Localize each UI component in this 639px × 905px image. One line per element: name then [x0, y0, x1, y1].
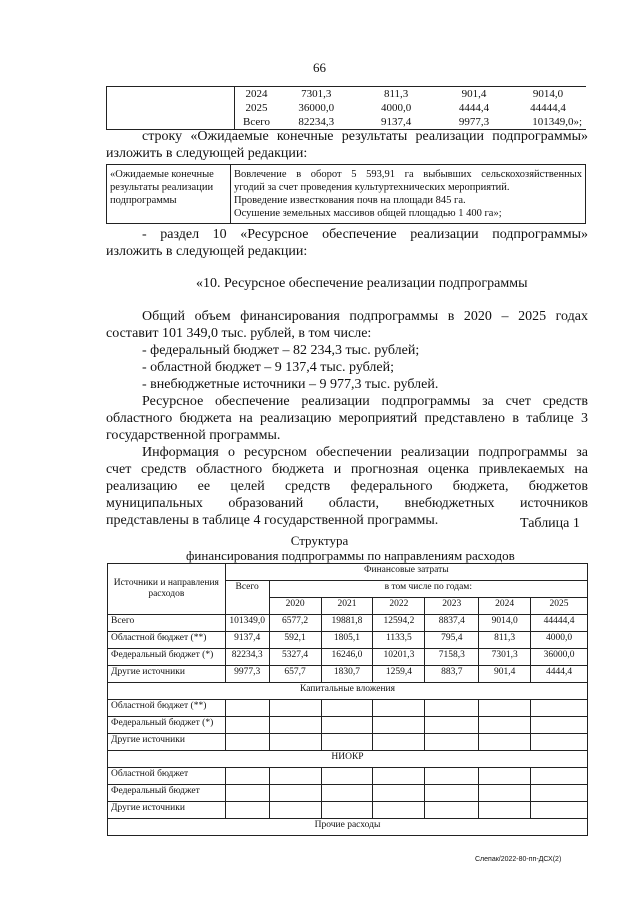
paragraph-line: Ресурсное обеспечение реализации подпрограммы за счет средств — [142, 394, 588, 409]
table-title: Структура — [290, 533, 349, 548]
box-right-cell: Вовлечение в оборот 5 593,91 га выбывших сельскохозяйственных угодий за счет проведения культуртехнических мероприятий. Проведение известкования почв на площади 845 га. Осушение земельных массивов общей площадью 1 400 га»; — [231, 165, 586, 224]
table-row: Другие источники — [108, 734, 588, 751]
header-sources: Источники и направления расходов — [108, 564, 226, 615]
table-row: 2024 7301,3 811,3 901,4 9014,0 — [107, 87, 587, 102]
table-row: Всего 101349,0 6577,2 19881,8 12594,2 8837,4 9014,0 44444,4 — [108, 615, 588, 632]
paragraph-line: изложить в следующей редакции: — [106, 244, 308, 259]
continuation-table — [106, 86, 586, 130]
financing-structure-table — [107, 563, 588, 836]
table-row: Областной бюджет (**) — [108, 700, 588, 717]
table-row: Областной бюджет — [108, 768, 588, 785]
box-left-cell: «Ожидаемые конечные результаты реализации подпрограммы — [107, 165, 231, 224]
paragraph-line: представлены в таблице 4 государственной программы. — [106, 513, 439, 528]
header-total: Всего — [225, 581, 269, 615]
paragraph-line: - раздел 10 «Ресурсное обеспечение реализации подпрограммы» — [142, 227, 588, 242]
paragraph-line: счет средств областного бюджета и прогнозная оценка привлекаемых на — [106, 462, 588, 477]
table-label: Таблица 1 — [520, 516, 580, 531]
paragraph-line: строку «Ожидаемые конечные результаты реализации подпрограммы» — [142, 129, 588, 144]
table-row: Другие источники — [108, 802, 588, 819]
paragraph-line: Информация о ресурсном обеспечении реализации подпрограммы за — [142, 445, 588, 460]
page-number: 66 — [313, 60, 326, 75]
paragraph-line: составит 101 349,0 тыс. рублей, в том числе: — [106, 326, 372, 341]
section-row: Капитальные вложения — [108, 683, 588, 700]
table-row: Другие источники 9977,3 657,7 1830,7 1259,4 883,7 901,4 4444,4 — [108, 666, 588, 683]
section-row: Прочие расходы — [108, 819, 588, 836]
header-year: 2025 — [531, 598, 588, 615]
table-row: 2025 36000,0 4000,0 4444,4 44444,4 — [107, 101, 587, 115]
header-year: 2023 — [425, 598, 479, 615]
header-including: в том числе по годам: — [269, 581, 587, 598]
section-heading: «10. Ресурсное обеспечение реализации подпрограммы — [196, 276, 528, 291]
table-subtitle: финансирования подпрограммы по направлениям расходов — [186, 548, 515, 563]
table-row: Федеральный бюджет (*) 82234,3 5327,4 16246,0 10201,3 7158,3 7301,3 36000,0 — [108, 649, 588, 666]
paragraph-line: Общий объем финансирования подпрограммы в 2020 – 2025 годах — [142, 309, 588, 324]
paragraph-line: государственной программы. — [106, 428, 281, 443]
footer-reference: Слепак/2022-80-пп-ДСХ(2) — [475, 856, 562, 863]
list-item: - федеральный бюджет – 82 234,3 тыс. рублей; — [142, 343, 420, 358]
header-year: 2022 — [373, 598, 425, 615]
list-item: - областной бюджет – 9 137,4 тыс. рублей; — [142, 360, 394, 375]
header-year: 2021 — [321, 598, 373, 615]
paragraph-line: реализацию ее целей средств федерального бюджета, бюджетов — [106, 479, 588, 494]
paragraph-line: изложить в следующей редакции: — [106, 146, 308, 161]
table-row: Областной бюджет (**) 9137,4 592,1 1805,1 1133,5 795,4 811,3 4000,0 — [108, 632, 588, 649]
header-year: 2024 — [479, 598, 531, 615]
paragraph-line: муниципальных образований области, внебюджетных источников — [106, 496, 588, 511]
list-item: - внебюджетные источники – 9 977,3 тыс. рублей. — [142, 377, 439, 392]
header-costs: Финансовые затраты — [225, 564, 587, 581]
paragraph-line: областного бюджета на реализацию мероприятий представлено в таблице 3 — [106, 411, 588, 426]
header-year: 2020 — [269, 598, 321, 615]
expected-results-box — [106, 164, 586, 224]
table-row: Федеральный бюджет — [108, 785, 588, 802]
section-row: НИОКР — [108, 751, 588, 768]
table-row: Всего 82234,3 9137,4 9977,3 101349,0»; — [107, 115, 587, 130]
table-row: Федеральный бюджет (*) — [108, 717, 588, 734]
